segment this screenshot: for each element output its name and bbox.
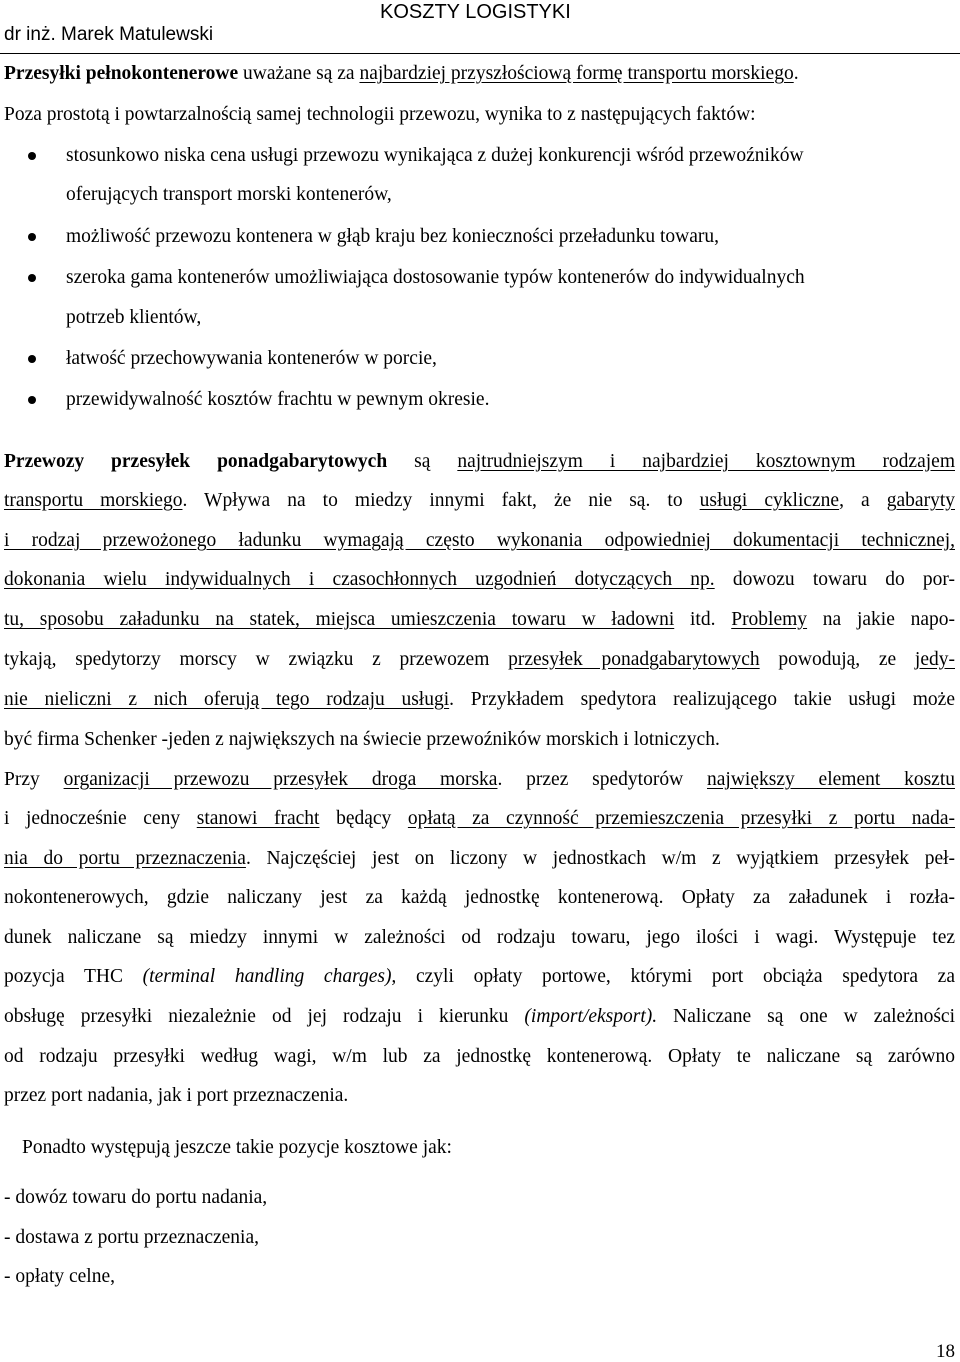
- sea-line-4: nokontenerowych, gdzie naliczany jest za każdą jednostkę kontenerową. Opłaty za załadunek i rozła-: [4, 887, 955, 908]
- text-run: dowozu towaru do por-: [714, 569, 955, 590]
- intro-line-1: [4, 60, 799, 88]
- text-run: czyli opłaty portowe, którymi port obciąża spedytora za: [396, 966, 955, 987]
- text-run: . Wpływa na to miedzy innymi fakt, że nie są. to: [182, 490, 700, 511]
- oversized-line-4: [4, 566, 955, 594]
- document-author: dr inż. Marek Matulewski: [4, 24, 214, 45]
- bullet-4-line-1: łatwość przechowywania kontenerów w porcie,: [66, 348, 437, 369]
- oversized-bold-term: Przewozy przesyłek ponadgabarytowych: [4, 451, 388, 472]
- text-run: . przez spedytorów: [497, 769, 707, 790]
- text-run: i jednocześnie ceny: [4, 808, 197, 829]
- page-number: 18: [936, 1341, 955, 1362]
- underlined-text: gabaryty: [886, 490, 955, 511]
- text-run: Naliczane są one w zależności: [657, 1006, 955, 1027]
- sea-line-9: przez port nadania, jak i port przeznaczenia.: [4, 1085, 349, 1106]
- oversized-line-2: [4, 487, 955, 515]
- underlined-text: organizacji przewozu przesyłek droga morska: [63, 769, 498, 790]
- list-item: - dowóz towaru do portu nadania,: [4, 1187, 268, 1208]
- underlined-text: Problemy: [731, 609, 808, 630]
- underlined-text: nie nieliczni z nich oferują tego rodzaju usługi: [4, 689, 450, 710]
- text-run: na jakie napo-: [807, 609, 956, 630]
- list-item: - dostawa z portu przeznaczenia,: [4, 1227, 259, 1248]
- text-run: są: [387, 451, 458, 472]
- bullet-3-line-2: potrzeb klientów,: [66, 307, 202, 328]
- intro-line-2: Poza prostotą i powtarzalnością samej technologii przewozu, wynika to z następujących faktów:: [4, 104, 756, 125]
- underlined-text: transportu morskiego: [4, 490, 183, 511]
- underlined-text: najtrudniejszym i najbardziej kosztownym rodzajem: [457, 451, 955, 472]
- text-run: powodują, ze: [759, 649, 915, 670]
- sea-line-8: od rodzaju przesyłki według wagi, w/m lub za jednostkę kontenerową. Opłaty te naliczane są zarówno: [4, 1046, 955, 1067]
- document-title: KOSZTY LOGISTYKI: [380, 1, 571, 23]
- sea-line-7: [4, 1003, 955, 1031]
- text-run: uważane są za: [238, 63, 360, 84]
- text-run: będący: [319, 808, 408, 829]
- additional-intro: Ponadto występują jeszcze takie pozycje kosztowe jak:: [22, 1137, 452, 1158]
- text-run: obsługę przesyłki niezależnie od jej rodzaju i kierunku: [4, 1006, 525, 1027]
- text-run: , a: [839, 490, 887, 511]
- bullet-1-line-2: oferujących transport morski kontenerów,: [66, 184, 392, 205]
- italic-text: (terminal handling charges),: [142, 966, 397, 987]
- list-item: - opłaty celne,: [4, 1266, 115, 1287]
- bullet-marker: [28, 233, 36, 241]
- bullet-marker: [28, 396, 36, 404]
- bullet-marker: [28, 355, 36, 363]
- oversized-line-6: [4, 646, 955, 674]
- underlined-text: największy element kosztu: [707, 769, 955, 790]
- sea-line-5: dunek naliczane są miedzy innymi w zależności od rodzaju towaru, jego ilości i wagi. Występuje tez: [4, 927, 955, 948]
- sea-line-3: [4, 845, 955, 873]
- underlined-text: tu, sposobu załadunku na statek, miejsca umieszczenia towaru w ładowni: [4, 609, 675, 630]
- oversized-line-1: [4, 448, 955, 476]
- bullet-1-line-1: stosunkowo niska cena usługi przewozu wynikająca z dużej konkurencji wśród przewoźników: [66, 145, 804, 166]
- oversized-line-5: [4, 606, 955, 634]
- bullet-2-line-1: możliwość przewozu kontenera w głąb kraju bez konieczności przeładunku towaru,: [66, 226, 720, 247]
- header-rule: [0, 53, 960, 54]
- text-run: pozycja THC: [4, 966, 143, 987]
- text-run: .: [793, 63, 799, 84]
- oversized-line-8: być firma Schenker -jeden z największych na świecie przewoźników morskich i lotniczych.: [4, 729, 720, 750]
- underlined-text: najbardziej przyszłościową formę transportu morskiego: [359, 63, 794, 84]
- bullet-3-line-1: szeroka gama kontenerów umożliwiająca dostosowanie typów kontenerów do indywidualnych: [66, 267, 805, 288]
- sea-line-6: [4, 963, 955, 991]
- oversized-line-3: [4, 527, 955, 555]
- bullet-5-line-1: przewidywalność kosztów frachtu w pewnym okresie.: [66, 389, 490, 410]
- intro-bold-term: Przesyłki pełnokontenerowe: [4, 63, 239, 84]
- underlined-text: jedy-: [914, 649, 955, 670]
- text-run: itd.: [674, 609, 732, 630]
- bullet-marker: [28, 152, 36, 160]
- underlined-text: i rodzaj przewożonego ładunku wymagają często wykonania odpowiedniej dokumentacji technicznej,: [4, 530, 955, 551]
- text-run: Przy: [4, 769, 64, 790]
- text-run: . Najczęściej jest on liczony w jednostkach w/m z wyjątkiem przesyłek peł-: [245, 848, 956, 869]
- bullet-marker: [28, 274, 36, 282]
- underlined-text: stanowi fracht: [196, 808, 320, 829]
- underlined-text: dokonania wielu indywidualnych i czasochłonnych uzgodnień dotyczących np.: [4, 569, 715, 590]
- sea-line-2: [4, 805, 955, 833]
- italic-text: (import/eksport).: [524, 1006, 658, 1027]
- underlined-text: opłatą za czynność przemieszczenia przesyłki z portu nada-: [407, 808, 956, 829]
- oversized-line-7: [4, 686, 955, 714]
- underlined-text: usługi cykliczne: [699, 490, 840, 511]
- text-run: . Przykładem spedytora realizującego takie usługi może: [449, 689, 955, 710]
- sea-line-1: [4, 766, 955, 794]
- text-run: tykają, spedytorzy morscy w związku z przewozem: [4, 649, 509, 670]
- underlined-text: przesyłek ponadgabarytowych: [508, 649, 760, 670]
- underlined-text: nia do portu przeznaczenia: [4, 848, 246, 869]
